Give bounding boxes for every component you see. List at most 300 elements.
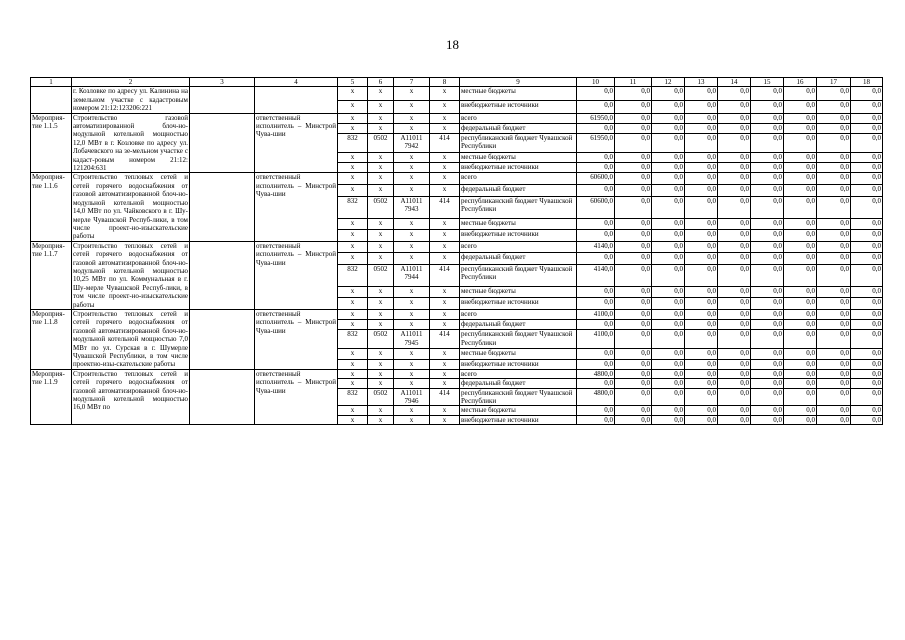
target-article-code: x <box>394 415 430 424</box>
target-article-code: А11011 7944 <box>394 264 430 286</box>
column-header-17: 17 <box>817 78 851 87</box>
target-article-code: x <box>394 241 430 253</box>
amount-cell: 0,0 <box>817 153 851 163</box>
grbs-code: x <box>338 359 368 369</box>
grbs-code: x <box>338 113 368 123</box>
amount-cell: 0,0 <box>615 330 652 349</box>
expense-type-code: x <box>430 218 460 230</box>
amount-cell: 0,0 <box>718 253 751 265</box>
amount-cell: 0,0 <box>615 218 652 230</box>
funding-source: республиканский бюджет Чувашской Республики <box>460 330 577 349</box>
amount-cell: 0,0 <box>685 330 718 349</box>
target-article-code: x <box>394 349 430 359</box>
amount-cell: 0,0 <box>851 113 883 123</box>
section-code: x <box>368 163 394 173</box>
amount-cell: 0,0 <box>817 253 851 265</box>
amount-cell: 0,0 <box>615 349 652 359</box>
amount-cell: 0,0 <box>817 264 851 286</box>
amount-cell: 0,0 <box>851 87 883 100</box>
column-3-cell <box>190 173 255 241</box>
amount-cell: 0,0 <box>751 87 784 100</box>
amount-cell: 0,0 <box>784 406 817 415</box>
expense-type-code: x <box>430 173 460 185</box>
funding-source: местные бюджеты <box>460 218 577 230</box>
executor-cell: ответственный исполнитель – Минстрой Чува-шии <box>255 309 338 369</box>
target-article-code: x <box>394 359 430 369</box>
amount-cell: 0,0 <box>851 163 883 173</box>
amount-cell: 0,0 <box>685 123 718 133</box>
amount-cell: 0,0 <box>652 230 685 242</box>
amount-cell: 0,0 <box>718 388 751 406</box>
activity-code: Мероприя-тие 1.1.9 <box>31 369 72 424</box>
amount-cell: 60600,0 <box>577 173 615 185</box>
amount-cell: 0,0 <box>652 406 685 415</box>
amount-cell: 0,0 <box>851 286 883 298</box>
amount-cell: 0,0 <box>817 320 851 330</box>
amount-cell: 0,0 <box>718 87 751 100</box>
section-code: x <box>368 349 394 359</box>
amount-cell: 0,0 <box>817 286 851 298</box>
amount-cell: 0,0 <box>685 87 718 100</box>
table-row <box>31 113 883 123</box>
amount-cell: 0,0 <box>685 388 718 406</box>
section-code: x <box>368 359 394 369</box>
amount-cell: 0,0 <box>851 153 883 163</box>
target-article-code: x <box>394 173 430 185</box>
amount-cell: 0,0 <box>784 330 817 349</box>
section-code: x <box>368 379 394 388</box>
amount-cell: 61950,0 <box>577 113 615 123</box>
activity-code: Мероприя-тие 1.1.8 <box>31 309 72 369</box>
grbs-code: x <box>338 298 368 310</box>
amount-cell: 0,0 <box>615 133 652 152</box>
funding-source: внебюджетные источники <box>460 163 577 173</box>
amount-cell: 0,0 <box>718 133 751 152</box>
activity-code: Мероприя-тие 1.1.7 <box>31 241 72 309</box>
funding-source: внебюджетные источники <box>460 100 577 113</box>
amount-cell: 0,0 <box>851 298 883 310</box>
amount-cell: 60600,0 <box>577 196 615 218</box>
column-header-1: 1 <box>31 78 72 87</box>
target-article-code: x <box>394 298 430 310</box>
funding-source: республиканский бюджет Чувашской Республики <box>460 133 577 152</box>
grbs-code: x <box>338 173 368 185</box>
expense-type-code: 414 <box>430 196 460 218</box>
section-code: 0502 <box>368 133 394 152</box>
amount-cell: 0,0 <box>718 185 751 197</box>
funding-source: внебюджетные источники <box>460 415 577 424</box>
amount-cell: 0,0 <box>577 185 615 197</box>
amount-cell: 0,0 <box>784 173 817 185</box>
amount-cell: 0,0 <box>718 415 751 424</box>
section-code: 0502 <box>368 196 394 218</box>
amount-cell: 0,0 <box>751 388 784 406</box>
funding-source: федеральный бюджет <box>460 253 577 265</box>
amount-cell: 0,0 <box>615 196 652 218</box>
amount-cell: 0,0 <box>652 388 685 406</box>
expense-type-code: 414 <box>430 133 460 152</box>
target-article-code: x <box>394 286 430 298</box>
amount-cell: 0,0 <box>685 349 718 359</box>
amount-cell: 0,0 <box>615 359 652 369</box>
amount-cell: 0,0 <box>784 163 817 173</box>
amount-cell: 0,0 <box>751 241 784 253</box>
column-header-11: 11 <box>615 78 652 87</box>
section-code: x <box>368 298 394 310</box>
amount-cell: 0,0 <box>817 133 851 152</box>
grbs-code: x <box>338 379 368 388</box>
amount-cell: 0,0 <box>784 123 817 133</box>
target-article-code: А11011 7942 <box>394 133 430 152</box>
expense-type-code: x <box>430 349 460 359</box>
column-header-14: 14 <box>718 78 751 87</box>
grbs-code: 832 <box>338 133 368 152</box>
amount-cell: 0,0 <box>652 415 685 424</box>
amount-cell: 0,0 <box>718 241 751 253</box>
grbs-code: x <box>338 406 368 415</box>
section-code: 0502 <box>368 264 394 286</box>
funding-source: местные бюджеты <box>460 286 577 298</box>
amount-cell: 0,0 <box>577 298 615 310</box>
section-code: 0502 <box>368 330 394 349</box>
amount-cell: 0,0 <box>577 100 615 113</box>
amount-cell: 0,0 <box>718 330 751 349</box>
funding-source: всего <box>460 369 577 378</box>
activity-description: Строительство тепловых сетей и сетей горячего водоснабжения от газовой автоматизированной блоч-но-модульной котельной мощностью 14,0 МВт по ул. Чайковского в г. Шу-мерле Чувашской Респуб-лики, в том числе проект-но-изыскательские работы <box>73 173 188 241</box>
amount-cell: 0,0 <box>685 163 718 173</box>
amount-cell: 0,0 <box>784 369 817 378</box>
amount-cell: 0,0 <box>817 113 851 123</box>
activity-description: Строительство тепловых сетей и сетей горячего водоснабжения от газовой автоматизированной блоч-но-модульной котельной мощностью 16,0 МВт по <box>72 369 190 424</box>
executor-cell: ответственный исполнитель – Минстрой Чува-шии <box>255 369 338 424</box>
amount-cell: 4800,0 <box>577 369 615 378</box>
expense-type-code: x <box>430 320 460 330</box>
target-article-code: x <box>394 309 430 319</box>
target-article-code: А11011 7943 <box>394 196 430 218</box>
amount-cell: 0,0 <box>615 185 652 197</box>
amount-cell: 0,0 <box>652 330 685 349</box>
amount-cell: 0,0 <box>784 113 817 123</box>
amount-cell: 0,0 <box>615 415 652 424</box>
amount-cell: 0,0 <box>615 298 652 310</box>
table-row <box>31 369 883 378</box>
section-code: x <box>368 113 394 123</box>
expense-type-code: x <box>430 415 460 424</box>
amount-cell: 0,0 <box>685 100 718 113</box>
amount-cell: 0,0 <box>784 309 817 319</box>
amount-cell: 0,0 <box>751 163 784 173</box>
amount-cell: 0,0 <box>577 253 615 265</box>
amount-cell: 0,0 <box>751 298 784 310</box>
amount-cell: 0,0 <box>685 218 718 230</box>
funding-source: внебюджетные источники <box>460 298 577 310</box>
amount-cell: 0,0 <box>784 286 817 298</box>
amount-cell: 0,0 <box>784 359 817 369</box>
amount-cell: 0,0 <box>685 185 718 197</box>
amount-cell: 0,0 <box>851 379 883 388</box>
grbs-code: x <box>338 87 368 100</box>
amount-cell: 0,0 <box>577 406 615 415</box>
grbs-code: x <box>338 230 368 242</box>
grbs-code: x <box>338 320 368 330</box>
funding-source: местные бюджеты <box>460 406 577 415</box>
amount-cell: 0,0 <box>718 113 751 123</box>
section-code: x <box>368 406 394 415</box>
target-article-code: А11011 7946 <box>394 388 430 406</box>
amount-cell: 0,0 <box>851 359 883 369</box>
expense-type-code: x <box>430 185 460 197</box>
amount-cell: 0,0 <box>685 153 718 163</box>
expense-type-code: x <box>430 369 460 378</box>
amount-cell: 0,0 <box>751 309 784 319</box>
amount-cell: 0,0 <box>718 349 751 359</box>
amount-cell: 0,0 <box>685 173 718 185</box>
target-article-code: А11011 7945 <box>394 330 430 349</box>
amount-cell: 0,0 <box>784 241 817 253</box>
amount-cell: 0,0 <box>718 406 751 415</box>
amount-cell: 0,0 <box>615 379 652 388</box>
amount-cell: 0,0 <box>817 100 851 113</box>
amount-cell: 0,0 <box>685 113 718 123</box>
expense-type-code: 414 <box>430 388 460 406</box>
column-header-15: 15 <box>751 78 784 87</box>
expense-type-code: x <box>430 241 460 253</box>
amount-cell: 0,0 <box>817 415 851 424</box>
grbs-code: x <box>338 309 368 319</box>
column-header-2: 2 <box>72 78 190 87</box>
amount-cell: 0,0 <box>851 369 883 378</box>
amount-cell: 0,0 <box>718 298 751 310</box>
amount-cell: 0,0 <box>851 173 883 185</box>
amount-cell: 0,0 <box>851 330 883 349</box>
amount-cell: 0,0 <box>685 196 718 218</box>
column-3-cell <box>190 113 255 173</box>
funding-source: местные бюджеты <box>460 153 577 163</box>
funding-source: республиканский бюджет Чувашской Республики <box>460 264 577 286</box>
amount-cell: 4100,0 <box>577 330 615 349</box>
amount-cell: 0,0 <box>851 388 883 406</box>
amount-cell: 4140,0 <box>577 241 615 253</box>
target-article-code: x <box>394 406 430 415</box>
amount-cell: 0,0 <box>718 153 751 163</box>
column-3-cell <box>190 241 255 309</box>
amount-cell: 0,0 <box>685 415 718 424</box>
amount-cell: 0,0 <box>652 100 685 113</box>
amount-cell: 0,0 <box>615 388 652 406</box>
amount-cell: 0,0 <box>784 253 817 265</box>
amount-cell: 0,0 <box>652 369 685 378</box>
funding-source: всего <box>460 309 577 319</box>
column-header-4: 4 <box>255 78 338 87</box>
amount-cell: 0,0 <box>685 379 718 388</box>
amount-cell: 0,0 <box>652 286 685 298</box>
grbs-code: x <box>338 100 368 113</box>
grbs-code: x <box>338 349 368 359</box>
column-header-9: 9 <box>460 78 577 87</box>
amount-cell: 0,0 <box>652 264 685 286</box>
amount-cell: 0,0 <box>615 87 652 100</box>
amount-cell: 0,0 <box>615 123 652 133</box>
table-row <box>31 87 883 100</box>
expense-type-code: 414 <box>430 264 460 286</box>
grbs-code: x <box>338 253 368 265</box>
section-code: x <box>368 123 394 133</box>
amount-cell: 0,0 <box>685 369 718 378</box>
section-code: x <box>368 100 394 113</box>
amount-cell: 0,0 <box>817 388 851 406</box>
section-code: x <box>368 241 394 253</box>
amount-cell: 0,0 <box>817 330 851 349</box>
column-header-7: 7 <box>394 78 430 87</box>
amount-cell: 0,0 <box>685 406 718 415</box>
executor-cell: ответственный исполнитель – Минстрой Чува-шии <box>255 241 338 309</box>
amount-cell: 0,0 <box>851 241 883 253</box>
amount-cell: 0,0 <box>718 264 751 286</box>
column-header-13: 13 <box>685 78 718 87</box>
amount-cell: 0,0 <box>751 153 784 163</box>
amount-cell: 0,0 <box>784 349 817 359</box>
amount-cell: 0,0 <box>718 123 751 133</box>
column-header-6: 6 <box>368 78 394 87</box>
funding-source: местные бюджеты <box>460 349 577 359</box>
funding-source: федеральный бюджет <box>460 320 577 330</box>
amount-cell: 0,0 <box>817 230 851 242</box>
amount-cell: 0,0 <box>751 359 784 369</box>
column-header-18: 18 <box>851 78 883 87</box>
funding-source: республиканский бюджет Чувашской Республики <box>460 388 577 406</box>
amount-cell: 0,0 <box>718 218 751 230</box>
table-row <box>31 309 883 319</box>
amount-cell: 0,0 <box>577 218 615 230</box>
grbs-code: x <box>338 163 368 173</box>
amount-cell: 0,0 <box>577 415 615 424</box>
amount-cell: 0,0 <box>817 379 851 388</box>
expense-type-code: 414 <box>430 330 460 349</box>
amount-cell: 0,0 <box>577 359 615 369</box>
amount-cell: 0,0 <box>685 359 718 369</box>
amount-cell: 0,0 <box>817 123 851 133</box>
amount-cell: 0,0 <box>615 113 652 123</box>
executor-cell: ответственный исполнитель – Минстрой Чува-шии <box>255 113 338 173</box>
amount-cell: 0,0 <box>851 196 883 218</box>
amount-cell: 0,0 <box>817 406 851 415</box>
amount-cell: 0,0 <box>615 309 652 319</box>
header-row <box>31 78 883 87</box>
amount-cell: 0,0 <box>784 298 817 310</box>
amount-cell: 0,0 <box>751 218 784 230</box>
column-header-16: 16 <box>784 78 817 87</box>
funding-source: местные бюджеты <box>460 87 577 100</box>
funding-source: всего <box>460 241 577 253</box>
amount-cell: 0,0 <box>615 406 652 415</box>
section-code: x <box>368 218 394 230</box>
expense-type-code: x <box>430 87 460 100</box>
amount-cell: 0,0 <box>751 415 784 424</box>
amount-cell: 0,0 <box>817 196 851 218</box>
amount-cell: 0,0 <box>652 309 685 319</box>
section-code: x <box>368 230 394 242</box>
amount-cell: 0,0 <box>751 286 784 298</box>
amount-cell: 0,0 <box>851 309 883 319</box>
target-article-code: x <box>394 87 430 100</box>
amount-cell: 0,0 <box>652 123 685 133</box>
amount-cell: 0,0 <box>784 218 817 230</box>
target-article-code: x <box>394 100 430 113</box>
amount-cell: 0,0 <box>751 349 784 359</box>
amount-cell: 0,0 <box>577 230 615 242</box>
amount-cell: 0,0 <box>652 87 685 100</box>
grbs-code: x <box>338 369 368 378</box>
amount-cell: 0,0 <box>718 230 751 242</box>
section-code: x <box>368 253 394 265</box>
amount-cell: 0,0 <box>685 264 718 286</box>
grbs-code: 832 <box>338 330 368 349</box>
expense-type-code: x <box>430 230 460 242</box>
funding-source: республиканский бюджет Чувашской Республики <box>460 196 577 218</box>
amount-cell: 0,0 <box>577 163 615 173</box>
target-article-code: x <box>394 320 430 330</box>
amount-cell: 0,0 <box>784 87 817 100</box>
grbs-code: x <box>338 241 368 253</box>
amount-cell: 0,0 <box>751 196 784 218</box>
amount-cell: 0,0 <box>615 286 652 298</box>
amount-cell: 0,0 <box>851 415 883 424</box>
amount-cell: 0,0 <box>652 196 685 218</box>
amount-cell: 0,0 <box>718 320 751 330</box>
grbs-code: x <box>338 123 368 133</box>
amount-cell: 0,0 <box>851 230 883 242</box>
amount-cell: 0,0 <box>751 369 784 378</box>
target-article-code: x <box>394 218 430 230</box>
activity-description: Строительство газовой автоматизированной блоч-но-модульной котельной мощностью 12,0 МВт в г. Козловке по адресу ул. Лобачевского на зе-мельном участке с кадаст-ровым номером 21:12: 121204:631 <box>73 113 188 173</box>
amount-cell: 0,0 <box>652 163 685 173</box>
expense-type-code: x <box>430 163 460 173</box>
amount-cell: 0,0 <box>817 309 851 319</box>
funding-source: внебюджетные источники <box>460 230 577 242</box>
amount-cell: 0,0 <box>652 359 685 369</box>
target-article-code: x <box>394 379 430 388</box>
amount-cell: 0,0 <box>817 163 851 173</box>
amount-cell: 0,0 <box>817 359 851 369</box>
amount-cell: 0,0 <box>784 320 817 330</box>
amount-cell: 0,0 <box>615 369 652 378</box>
activity-code: Мероприя-тие 1.1.6 <box>31 173 72 241</box>
amount-cell: 0,0 <box>718 379 751 388</box>
section-code: x <box>368 309 394 319</box>
amount-cell: 0,0 <box>577 320 615 330</box>
amount-cell: 0,0 <box>817 241 851 253</box>
amount-cell: 0,0 <box>652 185 685 197</box>
expense-type-code: x <box>430 359 460 369</box>
column-header-8: 8 <box>430 78 460 87</box>
amount-cell: 0,0 <box>751 320 784 330</box>
funding-source: федеральный бюджет <box>460 379 577 388</box>
amount-cell: 0,0 <box>817 87 851 100</box>
amount-cell: 0,0 <box>718 100 751 113</box>
amount-cell: 0,0 <box>685 320 718 330</box>
target-article-code: x <box>394 253 430 265</box>
amount-cell: 0,0 <box>615 253 652 265</box>
amount-cell: 0,0 <box>817 173 851 185</box>
amount-cell: 0,0 <box>615 241 652 253</box>
activity-code <box>31 87 72 113</box>
target-article-code: x <box>394 163 430 173</box>
amount-cell: 0,0 <box>718 369 751 378</box>
amount-cell: 61950,0 <box>577 133 615 152</box>
amount-cell: 0,0 <box>784 100 817 113</box>
amount-cell: 0,0 <box>685 298 718 310</box>
amount-cell: 0,0 <box>685 253 718 265</box>
